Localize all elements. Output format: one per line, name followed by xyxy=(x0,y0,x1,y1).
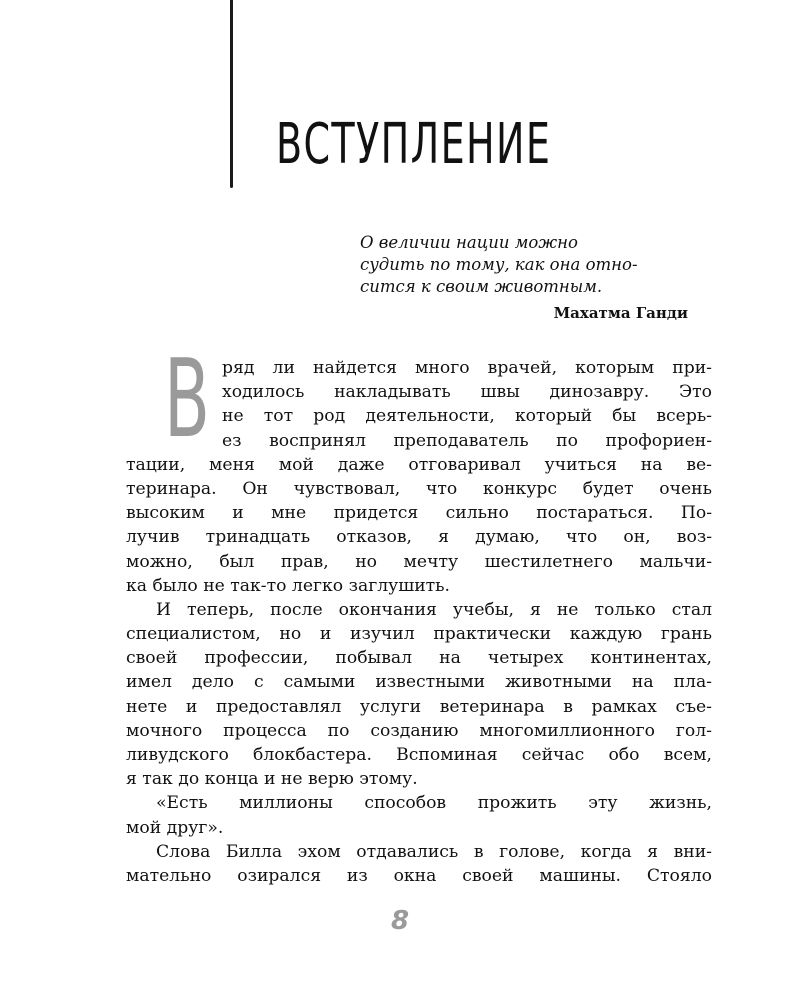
text-line: специалистом, но и изучил практически каждую грань xyxy=(126,624,712,645)
text-line: ходилось накладывать швы динозавру. Это xyxy=(222,382,712,403)
epigraph-line: судить по тому, как она отно- xyxy=(360,255,638,274)
text-line: Слова Билла эхом отдавались в голове, когда я вни- xyxy=(156,841,712,862)
text-line: нете и предоставлял услуги ветеринара в рамках съе- xyxy=(126,696,712,717)
page-number: 8 xyxy=(390,906,410,936)
text-line: «Есть миллионы способов прожить эту жизнь, xyxy=(156,793,712,814)
text-line: мой друг». xyxy=(126,817,224,838)
text-line: высоким и мне придется сильно постараться. По- xyxy=(126,503,712,524)
text-line: теринара. Он чувствовал, что конкурс будет очень xyxy=(126,478,712,499)
chapter-title: ВСТУПЛЕНИЕ xyxy=(276,112,552,177)
text-line: можно, был прав, но мечту шестилетнего мальчи- xyxy=(126,551,712,572)
text-line: своей профессии, побывал на четырех континентах, xyxy=(126,648,712,669)
decorative-vertical-line xyxy=(230,0,233,188)
epigraph-line: О величии нации можно xyxy=(360,233,578,252)
text-line: тации, меня мой даже отговаривал учиться на ве- xyxy=(126,454,712,475)
text-line: ливудского блокбастера. Вспоминая сейчас обо всем, xyxy=(126,745,712,765)
drop-cap: В xyxy=(164,337,210,462)
text-line: ряд ли найдется много врачей, которым при- xyxy=(222,358,712,378)
text-line: мательно озирался из окна своей машины. Стояло xyxy=(126,865,712,886)
epigraph-author: Махатма Ганди xyxy=(553,304,688,322)
text-line: мочного процесса по созданию многомиллионного гол- xyxy=(126,720,712,741)
body-text xyxy=(126,356,712,888)
text-line: я так до конца и не верю этому. xyxy=(126,769,418,790)
text-line: лучив тринадцать отказов, я думаю, что он, воз- xyxy=(126,527,712,548)
epigraph xyxy=(360,232,690,324)
text-line: ка было не так-то легко заглушить. xyxy=(126,575,450,596)
epigraph-line: сится к своим животным. xyxy=(360,277,603,296)
text-line: не тот род деятельности, который бы всерь- xyxy=(222,406,712,427)
text-line: имел дело с самыми известными животными на пла- xyxy=(126,672,712,693)
text-line: ез воспринял преподаватель по профориен- xyxy=(222,430,712,451)
text-line: И теперь, после окончания учебы, я не только стал xyxy=(156,599,712,620)
